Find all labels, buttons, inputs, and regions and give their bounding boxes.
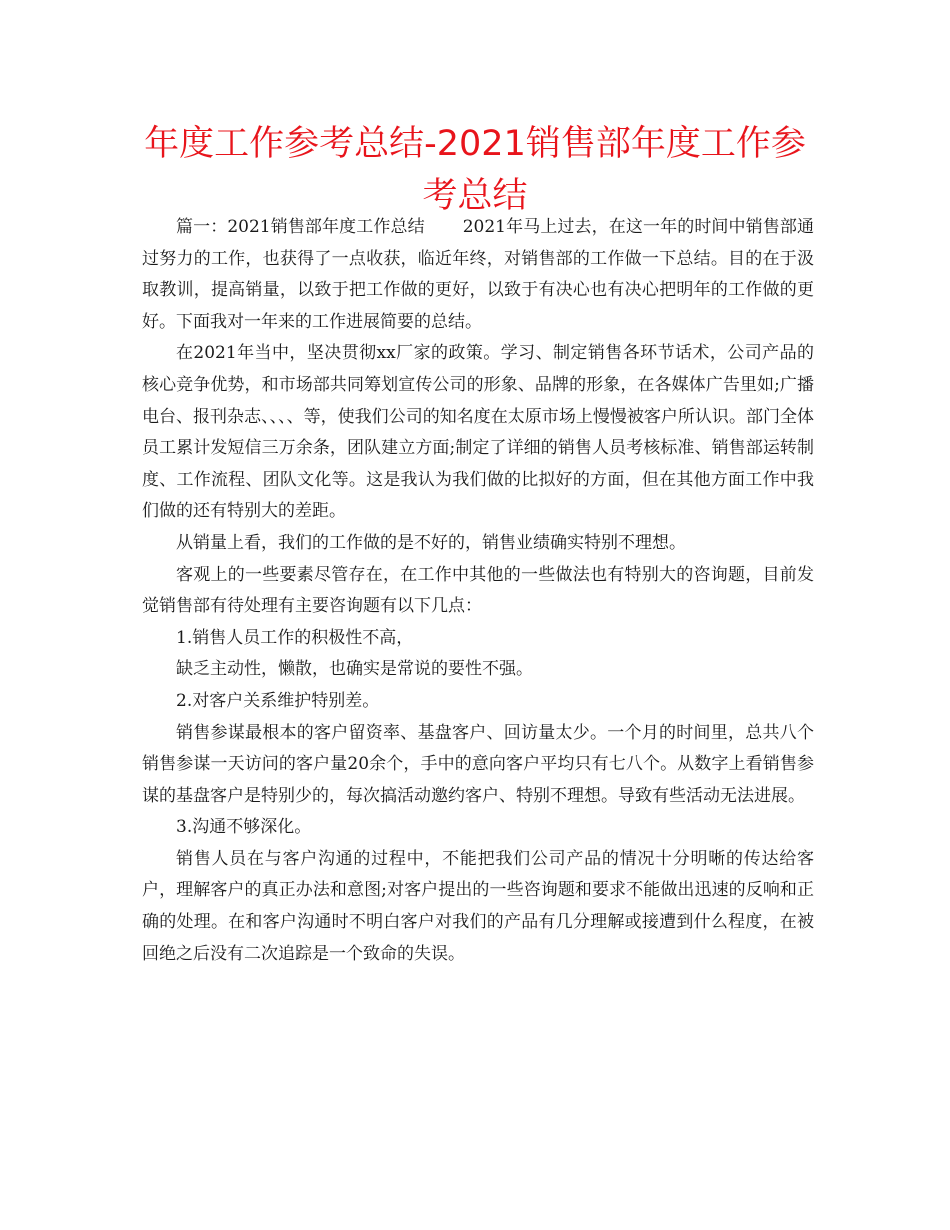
- paragraph: 1.销售人员工作的积极性不高，: [176, 627, 414, 648]
- paragraph: 在2021年当中，坚决贯彻xx厂家的政策。学习、制定销售各环节话术，公司产品的核心竞争优势，和市场部共同筹划宣传公司的形象、品牌的形象，在各媒体广告里如;广播电台、报刊杂志、、、、等，使我们公司的知名度在太原市场上慢慢被客户所认识。部门全体员工累计发短信三万余条，团队建立方面;制定了详细的销售人员考核标准、销售部运转制度、工作流程、团队文化等。这是我认为我们做的比拟好的方面，但在其他方面工作中我们做的还有特别大的差距。: [142, 343, 814, 522]
- paragraph: 3.沟通不够深化。: [176, 817, 312, 838]
- paragraph: 从销量上看，我们的工作做的是不好的，销售业绩确实特别不理想。: [176, 532, 686, 553]
- paragraph: 2.对客户关系维护特别差。: [176, 690, 380, 711]
- paragraph: 销售人员在与客户沟通的过程中，不能把我们公司产品的情况十分明晰的传达给客户，理解客户的真正办法和意图;对客户提出的一些咨询题和要求不能做出迅速的反响和正确的处理。在和客户沟通时不明白客户对我们的产品有几分理解或接遭到什么程度，在被回绝之后没有二次追踪是一个致命的失误。: [142, 848, 814, 964]
- paragraph: 客观上的一些要素尽管存在，在工作中其他的一些做法也有特别大的咨询题，目前发觉销售部有待处理有主要咨询题有以下几点：: [142, 564, 814, 617]
- paragraph-text: 2021年马上过去，在这一年的时间中销售部通过努力的工作，也获得了一点收获，临近年终，对销售部的工作做一下总结。目的在于汲取教训，提高销量，以致于把工作做的更好，以致于有决心也有决心把明年的工作做的更好。下面我对一年来的工作进展简要的总结。: [142, 217, 814, 332]
- document-title: 年度工作参考总结-2021销售部年度工作参考总结: [144, 124, 806, 216]
- paragraph: 销售参谋最根本的客户留资率、基盘客户、回访量太少。一个月的时间里，总共八个销售参谋一天访问的客户量20余个，手中的意向客户平均只有七八个。从数字上看销售参谋的基盘客户是特别少的，每次搞活动邀约客户、特别不理想。导致有些活动无法进展。: [142, 722, 814, 806]
- paragraph: [142, 212, 814, 338]
- paragraph: 缺乏主动性，懒散，也确实是常说的要性不强。: [176, 659, 533, 680]
- paragraph-lead: 篇一：2021销售部年度工作总结: [176, 217, 425, 237]
- document-body: [142, 212, 814, 970]
